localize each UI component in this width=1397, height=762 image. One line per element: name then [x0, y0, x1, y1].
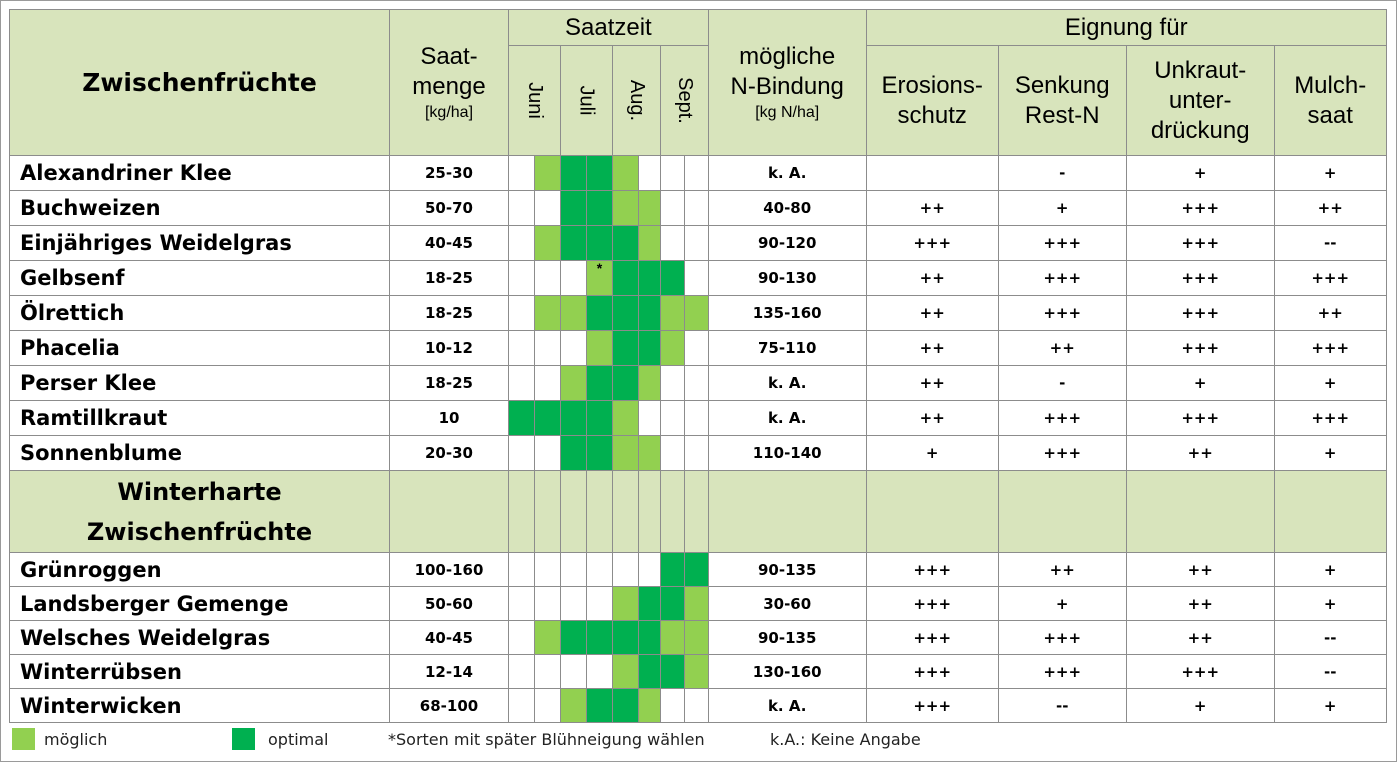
sowing-cell: [535, 587, 561, 621]
n-binding-value: 130-160: [708, 655, 866, 689]
sowing-cell: [639, 366, 661, 401]
n-binding-value: 135-160: [708, 296, 866, 331]
sowing-cell: [561, 331, 587, 366]
sowing-cell: [613, 436, 639, 471]
weed-suppression-rating: ++: [1126, 587, 1274, 621]
rest-n-rating: --: [998, 689, 1126, 723]
mulch-seeding-rating: +: [1274, 366, 1386, 401]
sowing-cell: [613, 296, 639, 331]
table-row: [10, 587, 1387, 621]
rest-n-rating: ++: [998, 553, 1126, 587]
sowing-cell: [613, 156, 639, 191]
weed-suppression-rating: ++: [1126, 436, 1274, 471]
erosion-rating: +++: [866, 689, 998, 723]
sowing-time-header: Saatzeit: [509, 10, 709, 46]
sowing-cell: [509, 655, 535, 689]
rest-n-rating: +: [998, 191, 1126, 226]
sowing-cell: [684, 296, 708, 331]
table-row: [10, 261, 1387, 296]
sowing-cell: [509, 261, 535, 296]
sowing-cell: [613, 191, 639, 226]
sowing-cell: [639, 436, 661, 471]
sowing-cell: [684, 156, 708, 191]
crop-name: Alexandriner Klee: [10, 156, 390, 191]
table-row: [10, 553, 1387, 587]
sowing-cell: [535, 436, 561, 471]
erosion-rating: ++: [866, 401, 998, 436]
seed-amount: 40-45: [390, 621, 509, 655]
crop-name: Sonnenblume: [10, 436, 390, 471]
n-binding-label-2: N-Bindung: [730, 72, 844, 100]
n-binding-value: 30-60: [708, 587, 866, 621]
seed-amount: 25-30: [390, 156, 509, 191]
erosion-rating: +: [866, 436, 998, 471]
sowing-cell: [613, 401, 639, 436]
n-binding-value: 40-80: [708, 191, 866, 226]
sowing-cell: [613, 655, 639, 689]
sowing-cell: [561, 689, 587, 723]
mulch-seeding-rating: --: [1274, 226, 1386, 261]
sowing-cell: [587, 689, 613, 723]
legend-note: *Sorten mit später Blühneigung wählen: [388, 730, 705, 749]
weed-suppression-rating: ++: [1126, 621, 1274, 655]
sowing-cell: [561, 226, 587, 261]
sowing-cell: [535, 689, 561, 723]
sowing-cell: [509, 296, 535, 331]
sowing-cell: [684, 331, 708, 366]
col-mulch-header: Mulch- saat: [1274, 46, 1386, 156]
sowing-cell: [684, 587, 708, 621]
rest-n-rating: +++: [998, 261, 1126, 296]
n-binding-unit: [kg N/ha]: [755, 103, 820, 121]
crop-name: Ölrettich: [10, 296, 390, 331]
sowing-cell: [639, 553, 661, 587]
sowing-cell: [661, 621, 685, 655]
table-row: [10, 401, 1387, 436]
mulch-seeding-rating: --: [1274, 621, 1386, 655]
sowing-cell: [639, 655, 661, 689]
sowing-cell: [613, 261, 639, 296]
suitability-header: Eignung für: [866, 10, 1386, 46]
n-binding-value: 90-130: [708, 261, 866, 296]
weed-suppression-rating: +: [1126, 689, 1274, 723]
sowing-cell: [661, 689, 685, 723]
seed-amount-label-1: Saat-: [420, 42, 478, 70]
legend-moeglich-label: möglich: [44, 730, 108, 749]
seed-amount: 20-30: [390, 436, 509, 471]
seed-amount-label-2: menge: [412, 72, 486, 100]
n-binding-value: 90-135: [708, 553, 866, 587]
table-title: Zwischenfrüchte: [10, 10, 390, 156]
mulch-seeding-rating: +: [1274, 587, 1386, 621]
seed-amount: 18-25: [390, 296, 509, 331]
weed-suppression-rating: +: [1126, 156, 1274, 191]
sowing-cell: [661, 587, 685, 621]
sowing-cell: [639, 587, 661, 621]
table-row: [10, 366, 1387, 401]
sowing-cell: [613, 689, 639, 723]
sowing-cell: [509, 156, 535, 191]
rest-n-rating: +++: [998, 655, 1126, 689]
legend-optimal-label: optimal: [268, 730, 329, 749]
n-binding-value: 90-120: [708, 226, 866, 261]
sowing-cell: [561, 655, 587, 689]
mulch-seeding-rating: ++: [1274, 296, 1386, 331]
mulch-seeding-rating: ++: [1274, 191, 1386, 226]
seed-amount: 40-45: [390, 226, 509, 261]
sowing-cell: [535, 366, 561, 401]
month-sept: Sept.: [661, 46, 709, 156]
erosion-rating: ++: [866, 366, 998, 401]
sowing-cell: [661, 401, 685, 436]
col-erosion-header: Erosions- schutz: [866, 46, 998, 156]
sowing-cell: [684, 261, 708, 296]
sowing-cell: [587, 156, 613, 191]
sowing-cell: [587, 553, 613, 587]
sowing-cell: [509, 401, 535, 436]
crop-name: Phacelia: [10, 331, 390, 366]
sowing-cell: [684, 621, 708, 655]
section2-header-body: [10, 471, 1387, 553]
sowing-cell: [587, 366, 613, 401]
table-row: [10, 156, 1387, 191]
sowing-cell: [509, 331, 535, 366]
sowing-cell: [561, 296, 587, 331]
table-row: [10, 331, 1387, 366]
erosion-rating: [866, 156, 998, 191]
mulch-seeding-rating: +++: [1274, 401, 1386, 436]
sowing-cell: [535, 226, 561, 261]
sowing-cell: [587, 191, 613, 226]
table-row: [10, 226, 1387, 261]
sowing-cell: [639, 226, 661, 261]
table-row: [10, 436, 1387, 471]
section2-body: [10, 553, 1387, 723]
table-row: [10, 621, 1387, 655]
sowing-cell: [639, 689, 661, 723]
n-binding-value: k. A.: [708, 689, 866, 723]
seed-amount: 50-70: [390, 191, 509, 226]
sowing-cell: [509, 366, 535, 401]
sowing-cell: [613, 366, 639, 401]
crop-name: Winterwicken: [10, 689, 390, 723]
weed-suppression-rating: +++: [1126, 261, 1274, 296]
sowing-cell: [561, 436, 587, 471]
sowing-cell: [684, 655, 708, 689]
seed-amount: 10-12: [390, 331, 509, 366]
sowing-cell: [587, 401, 613, 436]
sowing-cell: [613, 587, 639, 621]
month-aug: Aug.: [613, 46, 661, 156]
sowing-cell: [587, 587, 613, 621]
sowing-cell: [684, 689, 708, 723]
crop-name: Ramtillkraut: [10, 401, 390, 436]
rest-n-rating: -: [998, 366, 1126, 401]
mulch-seeding-rating: +: [1274, 553, 1386, 587]
seed-amount: 18-25: [390, 261, 509, 296]
sowing-cell: [535, 331, 561, 366]
seed-amount: 68-100: [390, 689, 509, 723]
mulch-seeding-rating: +: [1274, 156, 1386, 191]
sowing-cell: [661, 261, 685, 296]
rest-n-rating: +: [998, 587, 1126, 621]
sowing-cell: [613, 553, 639, 587]
month-juni: Juni: [509, 46, 561, 156]
sowing-cell: [535, 621, 561, 655]
crop-name: Landsberger Gemenge: [10, 587, 390, 621]
sowing-cell: [509, 621, 535, 655]
crop-name: Einjähriges Weidelgras: [10, 226, 390, 261]
sowing-cell: [561, 366, 587, 401]
section1-body: [10, 156, 1387, 471]
weed-suppression-rating: +++: [1126, 655, 1274, 689]
sowing-cell: [561, 191, 587, 226]
catch-crop-table: [9, 9, 1387, 723]
seed-amount: 100-160: [390, 553, 509, 587]
sowing-cell: [639, 296, 661, 331]
legend-ka: k.A.: Keine Angabe: [770, 730, 921, 749]
sowing-cell: [639, 621, 661, 655]
erosion-rating: ++: [866, 331, 998, 366]
weed-suppression-rating: +++: [1126, 401, 1274, 436]
erosion-rating: ++: [866, 296, 998, 331]
late-flowering-marker: *: [596, 260, 603, 276]
seed-amount: 18-25: [390, 366, 509, 401]
n-binding-header: [708, 10, 866, 156]
sowing-cell: [561, 261, 587, 296]
sowing-cell: [684, 366, 708, 401]
seed-amount-unit: [kg/ha]: [424, 103, 474, 121]
weed-suppression-rating: +++: [1126, 331, 1274, 366]
erosion-rating: +++: [866, 621, 998, 655]
sowing-cell: [561, 621, 587, 655]
n-binding-value: k. A.: [708, 401, 866, 436]
rest-n-rating: -: [998, 156, 1126, 191]
table-row: [10, 191, 1387, 226]
month-juli: Juli: [561, 46, 613, 156]
sowing-cell: [639, 156, 661, 191]
seed-amount: 12-14: [390, 655, 509, 689]
rest-n-rating: +++: [998, 296, 1126, 331]
crop-name: Buchweizen: [10, 191, 390, 226]
weed-suppression-rating: +++: [1126, 191, 1274, 226]
weed-suppression-rating: +++: [1126, 296, 1274, 331]
rest-n-rating: ++: [998, 331, 1126, 366]
rest-n-rating: +++: [998, 226, 1126, 261]
sowing-cell: [587, 296, 613, 331]
erosion-rating: +++: [866, 587, 998, 621]
mulch-seeding-rating: --: [1274, 655, 1386, 689]
crop-name: Welsches Weidelgras: [10, 621, 390, 655]
rest-n-rating: +++: [998, 401, 1126, 436]
sowing-cell: [661, 553, 685, 587]
section2-title: Winterharte Zwischenfrüchte: [10, 471, 390, 553]
sowing-cell: [684, 553, 708, 587]
n-binding-value: k. A.: [708, 366, 866, 401]
sowing-cell: [587, 655, 613, 689]
col-restn-header: Senkung Rest-N: [998, 46, 1126, 156]
sowing-cell: [587, 261, 613, 296]
sowing-cell: [509, 436, 535, 471]
crop-name: Grünroggen: [10, 553, 390, 587]
sowing-cell: [684, 436, 708, 471]
sowing-cell: [613, 331, 639, 366]
legend-optimal-swatch: [232, 728, 255, 750]
mulch-seeding-rating: +++: [1274, 261, 1386, 296]
weed-suppression-rating: ++: [1126, 553, 1274, 587]
mulch-seeding-rating: +: [1274, 436, 1386, 471]
crop-name: Gelbsenf: [10, 261, 390, 296]
sowing-cell: [587, 621, 613, 655]
sowing-cell: [535, 191, 561, 226]
sowing-cell: [509, 191, 535, 226]
seed-amount: 50-60: [390, 587, 509, 621]
sowing-cell: [535, 156, 561, 191]
crop-name: Perser Klee: [10, 366, 390, 401]
sowing-cell: [661, 331, 685, 366]
n-binding-label-1: mögliche: [739, 42, 836, 70]
sowing-cell: [684, 191, 708, 226]
sowing-cell: [661, 655, 685, 689]
sowing-cell: [661, 436, 685, 471]
seed-amount: 10: [390, 401, 509, 436]
n-binding-value: 90-135: [708, 621, 866, 655]
mulch-seeding-rating: +++: [1274, 331, 1386, 366]
sowing-cell: [639, 331, 661, 366]
sowing-cell: [561, 587, 587, 621]
n-binding-value: 75-110: [708, 331, 866, 366]
legend: [0, 728, 1397, 752]
sowing-cell: [509, 553, 535, 587]
sowing-cell: [661, 191, 685, 226]
table-row: [10, 689, 1387, 723]
sowing-cell: [661, 366, 685, 401]
sowing-cell: [535, 261, 561, 296]
col-weed-header: Unkraut- unter- drückung: [1126, 46, 1274, 156]
rest-n-rating: +++: [998, 436, 1126, 471]
table-row: [10, 655, 1387, 689]
weed-suppression-rating: +++: [1126, 226, 1274, 261]
sowing-cell: [509, 226, 535, 261]
sowing-cell: [587, 436, 613, 471]
seed-amount-header: [390, 10, 509, 156]
sowing-cell: [661, 156, 685, 191]
section2-header-row: [10, 471, 1387, 553]
sowing-cell: [639, 401, 661, 436]
sowing-cell: [587, 226, 613, 261]
sowing-cell: [684, 401, 708, 436]
n-binding-value: 110-140: [708, 436, 866, 471]
erosion-rating: +++: [866, 655, 998, 689]
table-row: [10, 296, 1387, 331]
sowing-cell: [535, 655, 561, 689]
sowing-cell: [535, 401, 561, 436]
sowing-cell: [587, 331, 613, 366]
erosion-rating: +++: [866, 226, 998, 261]
sowing-cell: [561, 156, 587, 191]
rest-n-rating: +++: [998, 621, 1126, 655]
sowing-cell: [613, 226, 639, 261]
sowing-cell: [509, 689, 535, 723]
sowing-cell: [535, 296, 561, 331]
erosion-rating: ++: [866, 261, 998, 296]
weed-suppression-rating: +: [1126, 366, 1274, 401]
sowing-cell: [639, 191, 661, 226]
sowing-cell: [684, 226, 708, 261]
sowing-cell: [561, 553, 587, 587]
sowing-cell: [535, 553, 561, 587]
sowing-cell: [639, 261, 661, 296]
sowing-cell: [613, 621, 639, 655]
crop-name: Winterrübsen: [10, 655, 390, 689]
sowing-cell: [661, 226, 685, 261]
legend-moeglich-swatch: [12, 728, 35, 750]
erosion-rating: ++: [866, 191, 998, 226]
sowing-cell: [509, 587, 535, 621]
sowing-cell: [561, 401, 587, 436]
n-binding-value: k. A.: [708, 156, 866, 191]
mulch-seeding-rating: +: [1274, 689, 1386, 723]
sowing-cell: [661, 296, 685, 331]
erosion-rating: +++: [866, 553, 998, 587]
